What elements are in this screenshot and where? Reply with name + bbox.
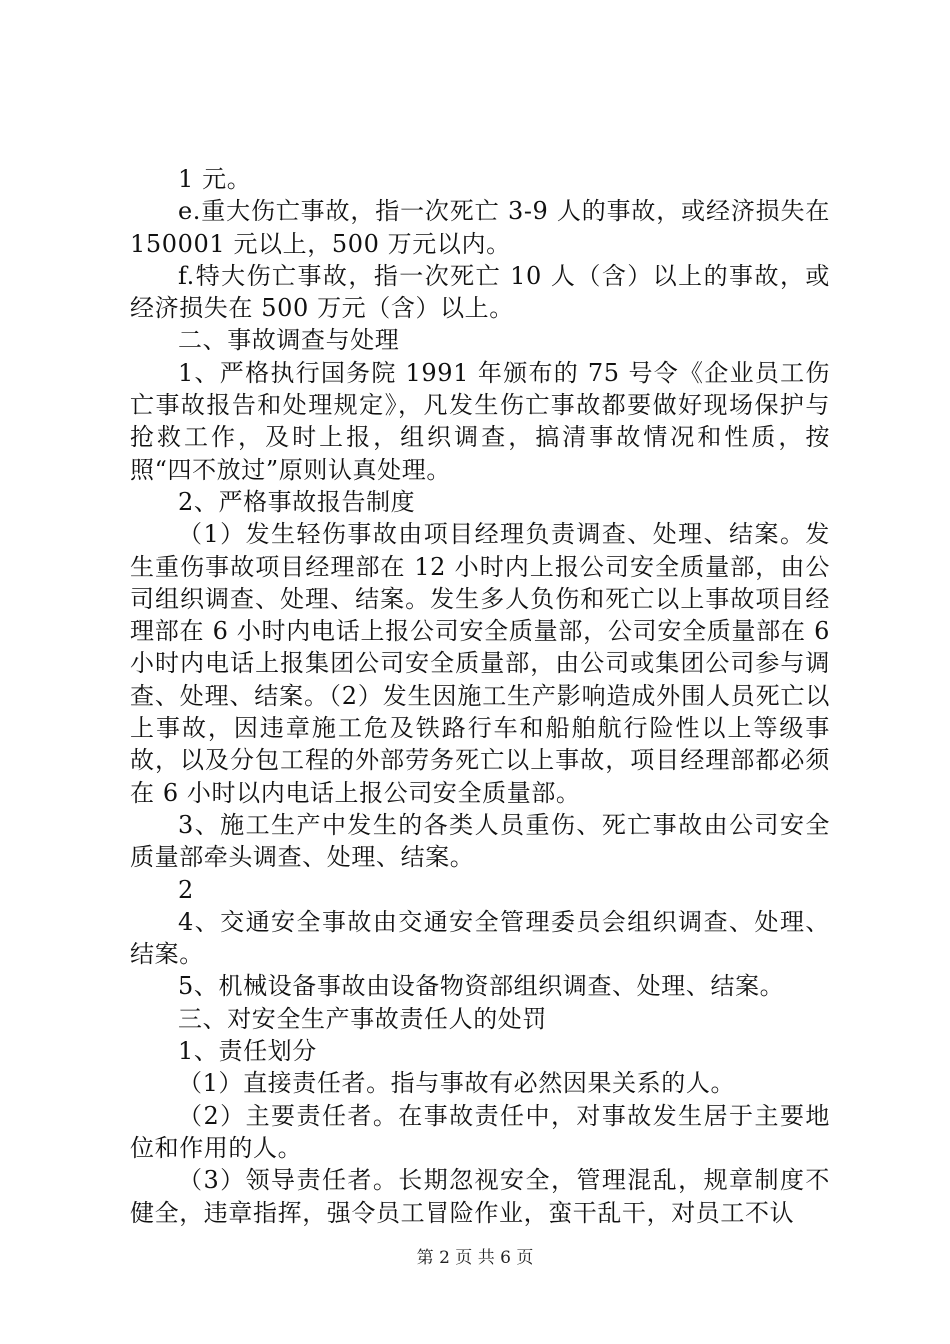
paragraph-1: 1 元。 xyxy=(178,165,252,193)
section-heading-3: 三、对安全生产事故责任人的处罚 xyxy=(178,1004,547,1033)
paragraph-5: 1、严格执行国务院 1991 年颁布的 75 号令《企业员工伤亡事故报告和处理规定》，凡发生伤亡事故都要做好现场保护与抢救工作，及时上报，组织调查，搞清事故情况和性质，按照“四不放过”原则认真处理。 xyxy=(130,358,830,484)
paragraph-13: 1、责任划分 xyxy=(178,1037,317,1066)
paragraph-7: （1）发生轻伤事故由项目经理负责调查、处理、结案。发生重伤事故项目经理部在 12 小时内上报公司安全质量部，由公司组织调查、处理、结案。发生多人负伤和死亡以上事故项目经理部在 6 小时内电话上报公司安全质量部，公司安全质量部在 6 小时内电话上报集团公司安全质量部，由公司或集团公司参与调查、处理、结案。（2）发生因施工生产影响造成外围人员死亡以上事故，因违章施工危及铁路行车和船舶航行险性以上等级事故，以及分包工程的外部劳务死亡以上事故，项目经理部都必须在 6 小时以内电话上报公司安全质量部。 xyxy=(130,520,830,807)
paragraph-2: e.重大伤亡事故，指一次死亡 3-9 人的事故，或经济损失在 150001 元以上，500 万元以内。 xyxy=(130,197,830,258)
paragraph-16: （3）领导责任者。长期忽视安全，管理混乱，规章制度不健全，违章指挥，强令员工冒险作业，蛮干乱干，对员工不认 xyxy=(130,1166,830,1227)
paragraph-6: 2、严格事故报告制度 xyxy=(178,487,416,516)
document-body xyxy=(130,163,830,1229)
paragraph-9: 2 xyxy=(178,875,194,904)
paragraph-11: 5、机械设备事故由设备物资部组织调查、处理、结案。 xyxy=(178,972,785,1001)
paragraph-8: 3、施工生产中发生的各类人员重伤、死亡事故由公司安全质量部牵头调查、处理、结案。 xyxy=(130,810,830,872)
paragraph-3: f.特大伤亡事故，指一次死亡 10 人（含）以上的事故，或经济损失在 500 万元（含）以上。 xyxy=(130,261,830,323)
paragraph-14: （1）直接责任者。指与事故有必然因果关系的人。 xyxy=(178,1069,736,1098)
paragraph-15: （2）主要责任者。在事故责任中，对事故发生居于主要地位和作用的人。 xyxy=(130,1101,830,1162)
page-footer: 第 2 页 共 6 页 xyxy=(416,1248,534,1268)
paragraph-10: 4、交通安全事故由交通安全管理委员会组织调查、处理、结案。 xyxy=(130,907,830,969)
section-heading-2: 二、事故调查与处理 xyxy=(178,326,400,355)
